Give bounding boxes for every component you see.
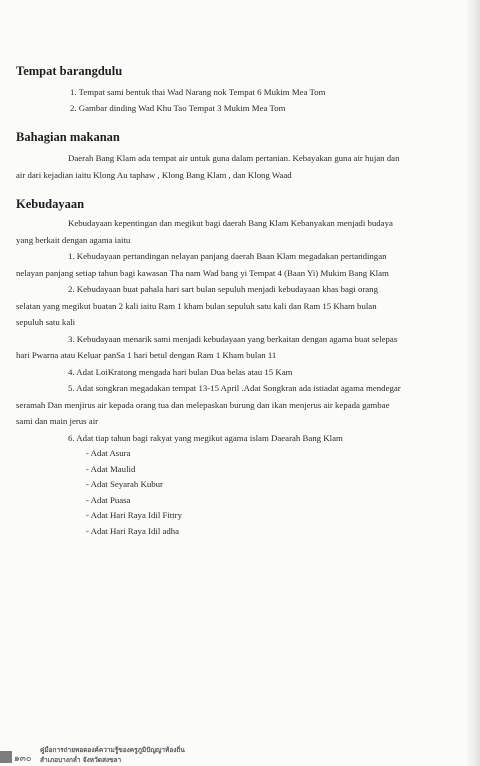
paragraph-line: yang berkait dengan agama iaitu bbox=[16, 234, 131, 245]
footer-bar bbox=[0, 751, 12, 763]
list-item: 2. Gambar dinding Wad Khu Tao Tempat 3 Mukim Mea Tom bbox=[70, 103, 286, 113]
page-content bbox=[16, 64, 468, 539]
paragraph-line: Kebudayaan kepentingan dan megikut bagi daerah Bang Klam Kebanyakan menjadi budaya bbox=[68, 218, 393, 228]
footer-subtitle: สำเภอบางกล่ำ จังหวัดสงขลา bbox=[40, 756, 122, 764]
footer-title: คู่มือการถ่ายทอดองค์ความรู้ของครูภูมิปัญญาท้องถิ่น bbox=[40, 746, 185, 754]
paragraph-line: sepuluh satu kali bbox=[16, 317, 76, 327]
paragraph-line: nelayan panjang setiap tahun bagi kawasan Tha nam Wad bang yi Tempat 4 (Baan Yi) Mukim Bang Klam bbox=[16, 267, 389, 278]
list-item: - Adat Asura bbox=[86, 448, 131, 458]
list-item: - Adat Puasa bbox=[86, 494, 131, 505]
paragraph-line: Daerah Bang Klam ada tempat air untuk guna dalam pertanian. Kebayakan guna air hujan dan bbox=[68, 153, 400, 163]
paragraph-line: air dari kejadian iaitu Klong Au taphaw , Klong Bang Klam , dan Klong Waad bbox=[16, 169, 292, 180]
page-edge-shadow bbox=[466, 0, 480, 766]
heading-kebudayaan: Kebudayaan bbox=[16, 197, 85, 211]
paragraph-line: selatan yang megikut buatan 2 kali iaitu Ram 1 kham bulan sepuluh satu kali dan Ram 15 Kham bulan bbox=[16, 300, 377, 311]
heading-makanan: Bahagian makanan bbox=[16, 130, 120, 144]
list-item: - Adat Maulid bbox=[86, 463, 136, 474]
list-item: - Adat Hari Raya Idil adha bbox=[86, 525, 180, 536]
paragraph-line: 5. Adat songkran megadakan tempat 13-15 April .Adat Songkran ada istiadat agama mendegar bbox=[68, 383, 401, 393]
paragraph-line: seramah Dan menjirus air kepada orang tua dan melepaskan burung dan ikan menjerus air kepada gambae bbox=[16, 399, 390, 410]
list-item: 1. Tempat sami bentuk thai Wad Narang nok Tempat 6 Mukim Mea Tom bbox=[70, 87, 326, 97]
list-item: - Adat Seyarah Kubur bbox=[86, 479, 163, 489]
list-item: - Adat Hari Raya Idil Fittry bbox=[86, 510, 183, 520]
paragraph-line: 3. Kebudayaan menarik sami menjadi kebudayaan yang berkaitan dengan agama buat selepas bbox=[68, 333, 398, 344]
paragraph-line: sami dan main jerus air bbox=[16, 416, 99, 426]
paragraph-line: 2. Kebudayaan buat pahala hari sart bulan sepuluh menjadi kebudayaan khas bagi orang bbox=[68, 284, 378, 294]
page-number: ๑๓๐ bbox=[14, 754, 32, 764]
page-footer bbox=[0, 745, 480, 766]
paragraph-line: hari Pwarna atau Keluar panSa 1 hari betul dengan Ram 1 Kham bulan 11 bbox=[16, 350, 277, 360]
paragraph-line: 1. Kebudayaan pertandingan nelayan panjang daerah Baan Klam megadakan pertandingan bbox=[68, 251, 387, 261]
paragraph-line: 6. Adat tiap tahun bagi rakyat yang megikut agama islam Daearah Bang Klam bbox=[68, 432, 343, 443]
heading-tempat: Tempat barangdulu bbox=[16, 64, 123, 78]
paragraph-line: 4. Adat LoiKratong mengada hari bulan Dua belas atau 15 Kam bbox=[68, 366, 293, 377]
